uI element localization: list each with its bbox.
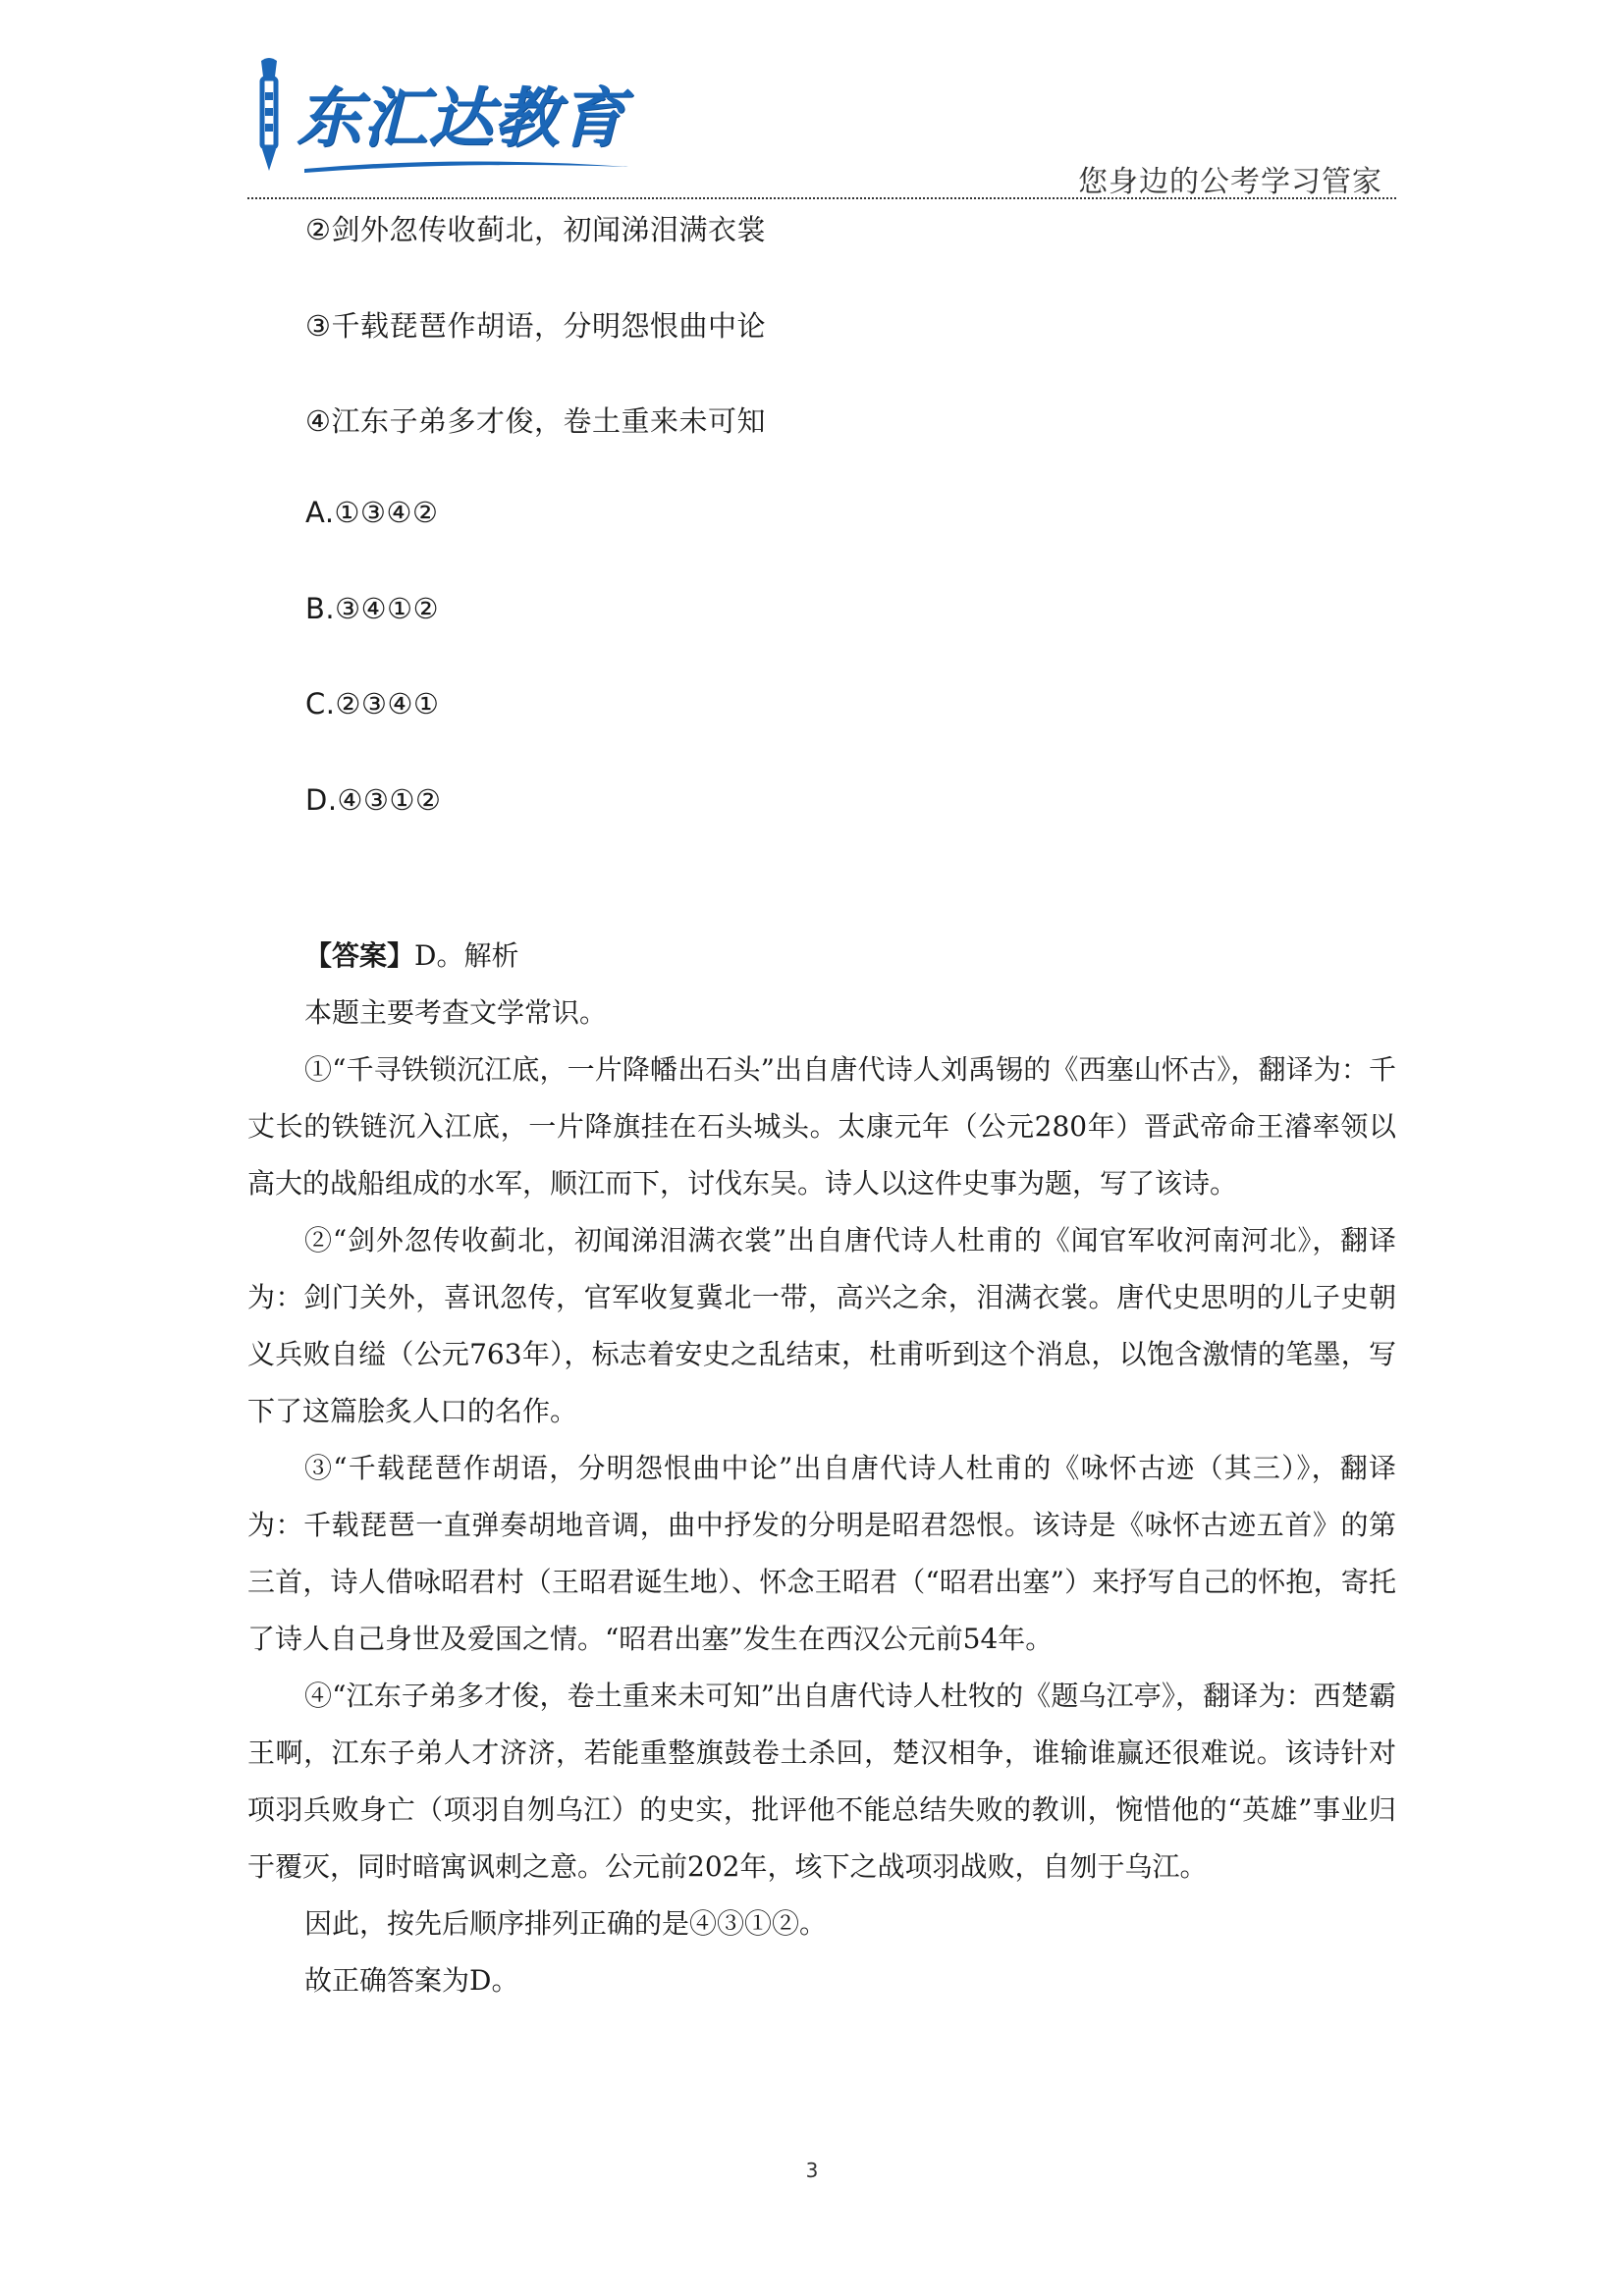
explanation-paragraph: ②“剑外忽传收蓟北，初闻涕泪满衣裳”出自唐代诗人杜甫的《闻官军收河南河北》，翻译为：剑门关外，喜讯忽传，官军收复冀北一带，高兴之余，泪满衣裳。唐代史思明的儿子史朝义兵败自缢（公元763年），标志着安史之乱结束，杜甫听到这个消息，以饱含激情的笔墨，写下了这篇脍炙人口的名作。 [247,1224,1396,1427]
header-slogan: 您身边的公考学习管家 [1078,165,1382,199]
answer-label: 【答案】 [304,939,415,972]
question-item: ②剑外忽传收蓟北，初闻涕泪满衣裳 [305,213,766,246]
question-item: ③千载琵琶作胡语，分明怨恨曲中论 [305,309,766,343]
question-item: ④江东子弟多才俊，卷土重来未可知 [305,404,766,438]
answer-value: D。解析 [414,939,519,972]
answer-explanation [247,928,1396,2009]
explanation-paragraph: ①“千寻铁锁沉江底，一片降幡出石头”出自唐代诗人刘禹锡的《西塞山怀古》，翻译为：千丈长的铁链沉入江底，一片降旗挂在石头城头。太康元年（公元280年）晋武帝命王濬率领以高大的战船组成的水军，顺江而下，讨伐东吴。诗人以这件史事为题，写了该诗。 [247,1053,1396,1200]
brand-logo [247,57,679,175]
explanation-paragraph: ④“江东子弟多才俊，卷土重来未可知”出自唐代诗人杜牧的《题乌江亭》，翻译为：西楚霸王啊，江东子弟人才济济，若能重整旗鼓卷土杀回，楚汉相争，谁输谁赢还很难说。该诗针对项羽兵败身亡（项羽自刎乌江）的史实，批评他不能总结失败的教训，惋惜他的“英雄”事业归于覆灭，同时暗寓讽刺之意。公元前202年，垓下之战项羽战败，自刎于乌江。 [247,1680,1396,1883]
option-d: D.④③①② [305,783,442,817]
logo-text: 东汇达教育 [297,80,625,156]
explanation-paragraph: ③“千载琵琶作胡语，分明怨恨曲中论”出自唐代诗人杜甫的《咏怀古迹（其三）》，翻译为：千载琵琶一直弹奏胡地音调，曲中抒发的分明是昭君怨恨。该诗是《咏怀古迹五首》的第三首，诗人借咏昭君村（王昭君诞生地）、怀念王昭君（“昭君出塞”）来抒写自己的怀抱，寄托了诗人自己身世及爱国之情。“昭君出塞”发生在西汉公元前54年。 [247,1452,1396,1655]
explanation-paragraph: 本题主要考查文学常识。 [304,996,608,1029]
page-header [247,57,1396,198]
explanation-paragraph: 因此，按先后顺序排列正确的是④③①②。 [304,1907,828,1940]
logo-swoosh [304,159,628,173]
option-a: A.①③④② [305,496,439,529]
answer-heading [247,928,1396,985]
page-number: 3 [805,2159,819,2182]
option-c: C.②③④① [305,687,440,721]
header-divider [247,197,1396,199]
pen-logo-icon [251,57,287,173]
explanation-paragraph: 故正确答案为D。 [304,1964,519,1997]
option-b: B.③④①② [305,592,440,625]
